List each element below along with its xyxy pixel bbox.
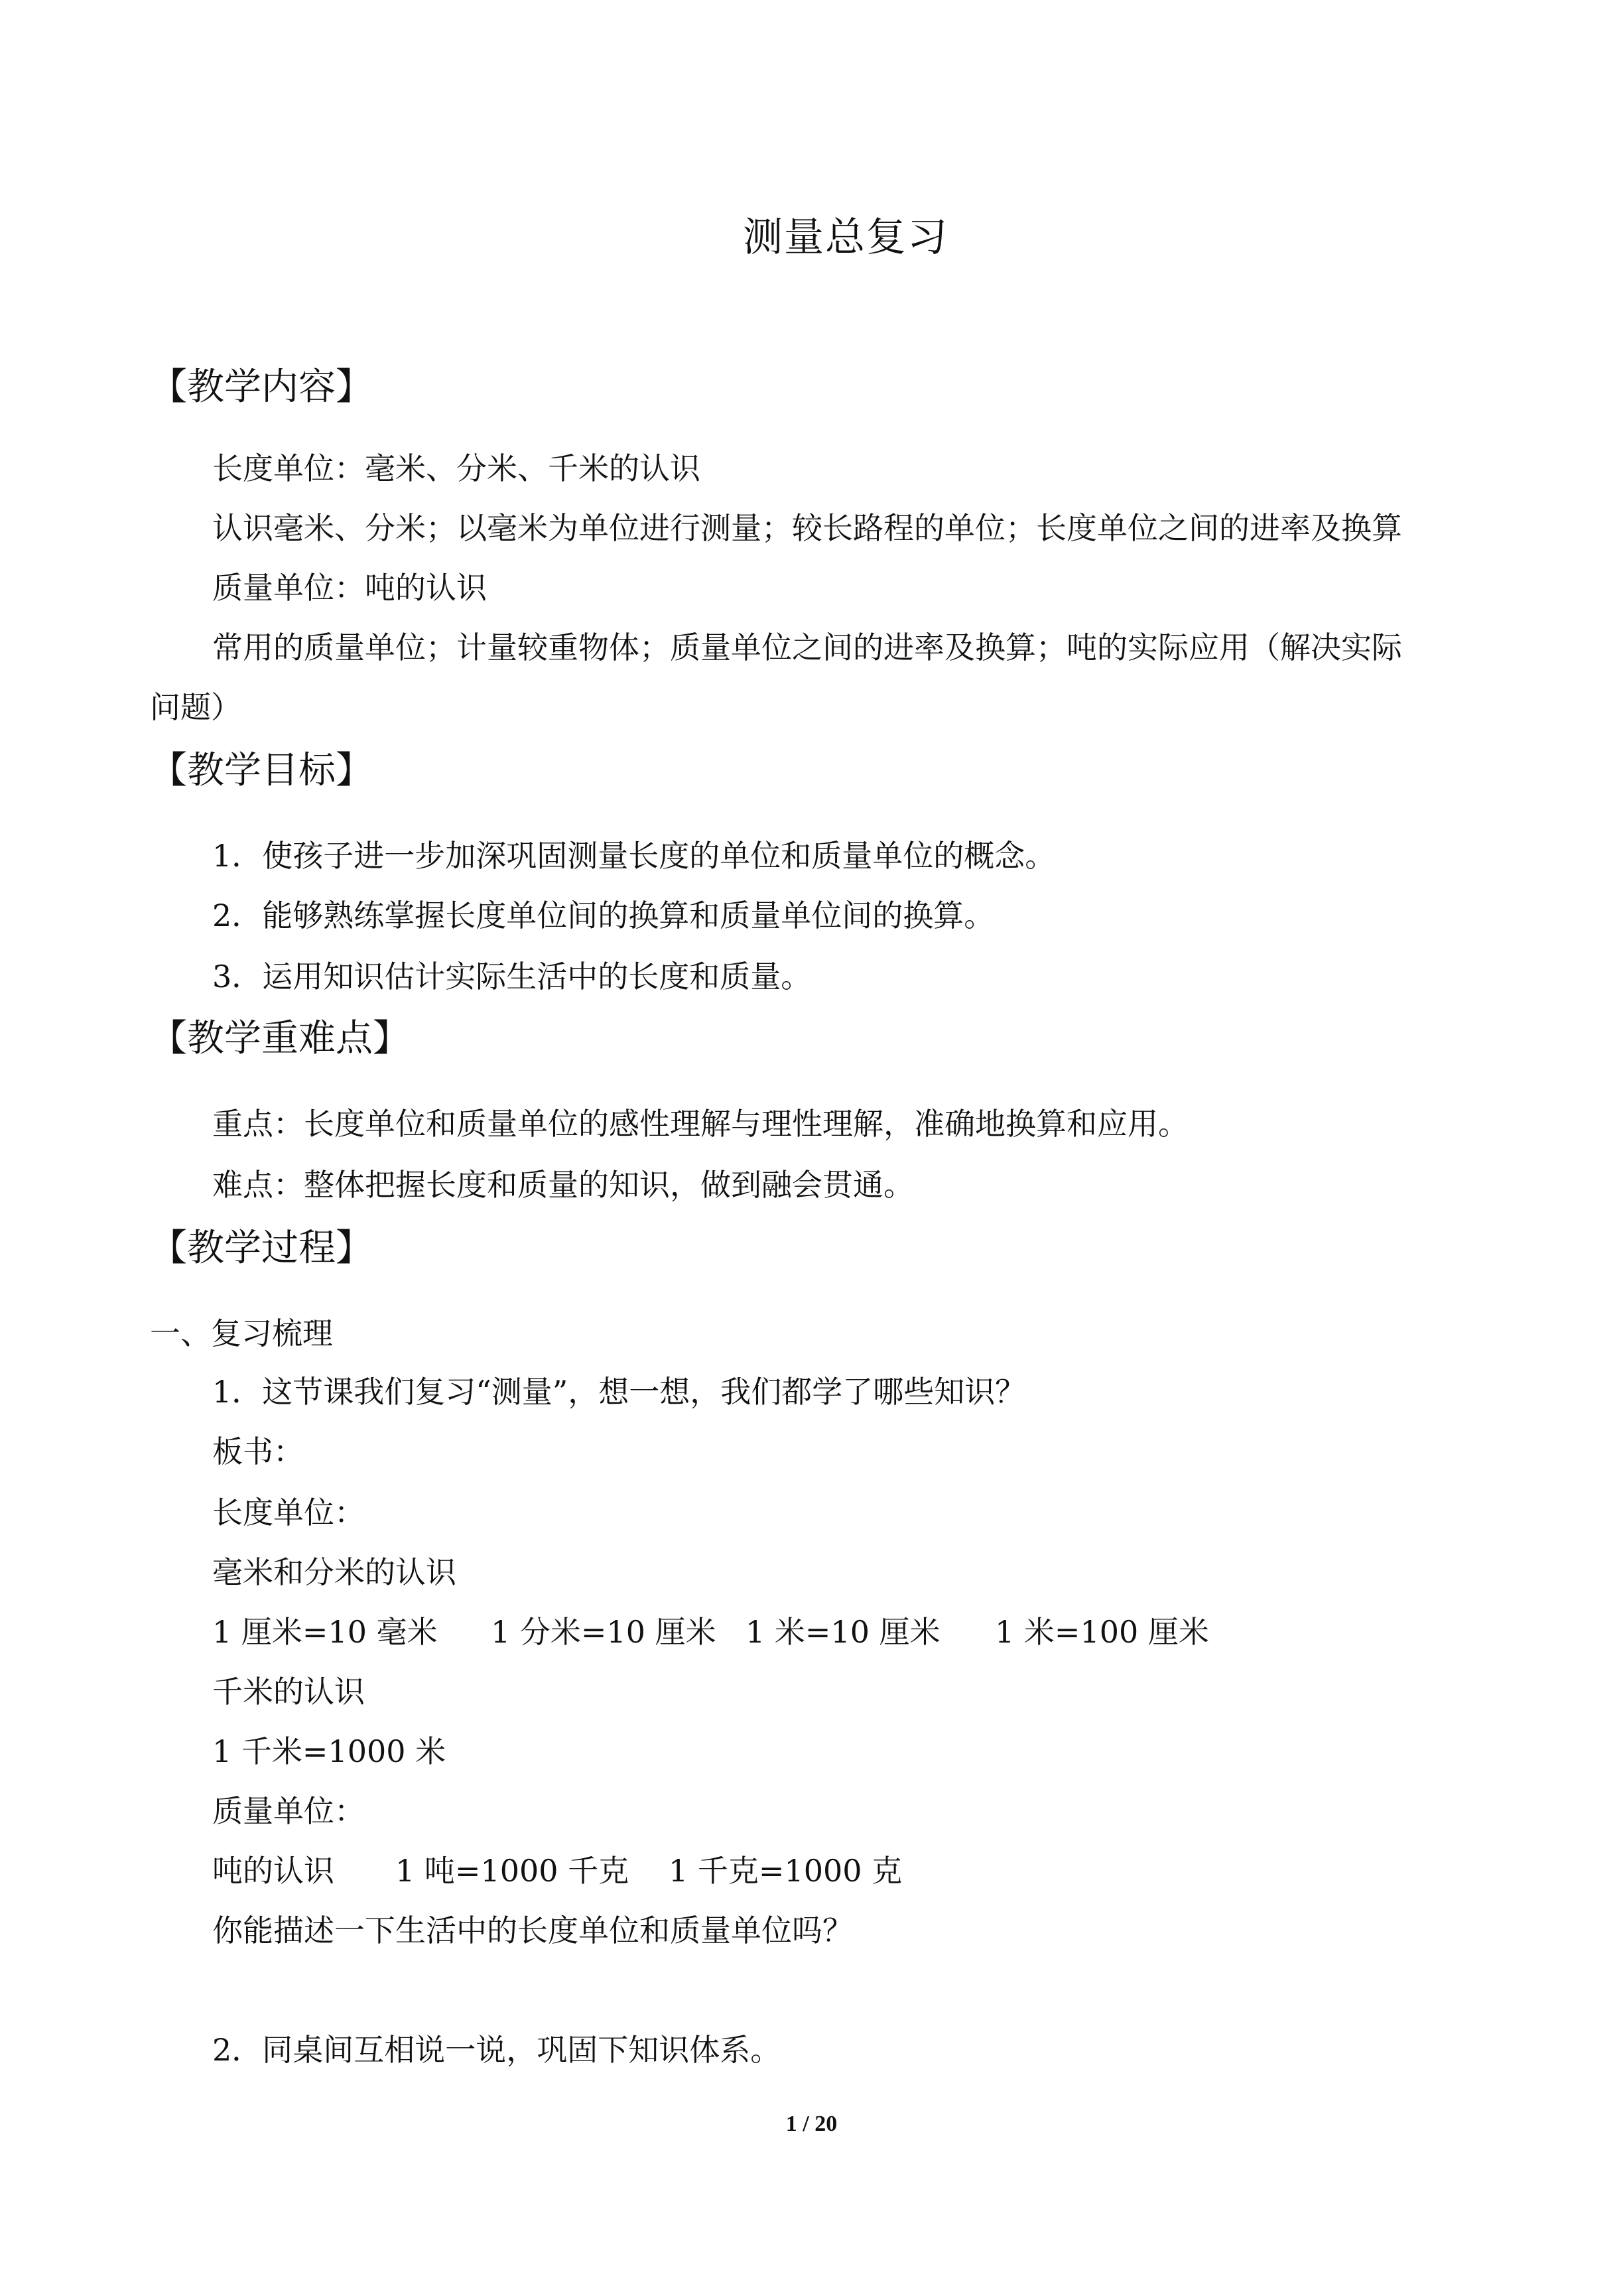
key-point-line-1: 重点：长度单位和质量单位的感性理解与理性理解，准确地换算和应用。 xyxy=(212,1106,1189,1142)
content-line-4: 常用的质量单位；计量较重物体；质量单位之间的进率及换算；吨的实际应用（解决实际 xyxy=(212,630,1402,665)
mass-conversion-2: 1 千克=1000 克 xyxy=(669,1853,903,1889)
content-line-5: 问题） xyxy=(150,689,241,725)
section-heading-key-points: 【教学重难点】 xyxy=(150,1017,410,1060)
process-line-2: 板书： xyxy=(212,1434,304,1469)
length-conversion-1: 1 厘米=10 毫米 xyxy=(212,1614,438,1650)
document-title: 测量总复习 xyxy=(743,214,948,261)
mass-label: 质量单位： xyxy=(212,1793,365,1829)
content-line-3: 质量单位：吨的认识 xyxy=(212,570,487,606)
process-line-3: 长度单位： xyxy=(212,1495,365,1530)
process-line-4: 毫米和分米的认识 xyxy=(212,1554,456,1590)
goal-line-1: 1．使孩子进一步加深巩固测量长度的单位和质量单位的概念。 xyxy=(212,838,1056,874)
km-label: 千米的认识 xyxy=(212,1674,365,1710)
length-conversion-2: 1 分米=10 厘米 xyxy=(491,1614,716,1650)
mass-conversion-1: 1 吨=1000 千克 xyxy=(395,1853,629,1889)
section-heading-process: 【教学过程】 xyxy=(150,1227,373,1270)
km-conversion: 1 千米=1000 米 xyxy=(212,1733,446,1769)
section-heading-goals: 【教学目标】 xyxy=(150,749,373,792)
goal-line-3: 3．运用知识估计实际生活中的长度和质量。 xyxy=(212,959,812,994)
page-number: 1 / 20 xyxy=(785,2112,838,2136)
process-subheading: 一、复习梳理 xyxy=(150,1316,333,1351)
length-conversion-4: 1 米=100 厘米 xyxy=(995,1614,1209,1650)
length-conversion-3: 1 米=10 厘米 xyxy=(746,1614,941,1650)
process-question: 你能描述一下生活中的长度单位和质量单位吗？ xyxy=(212,1913,853,1948)
process-item-2: 2．同桌间互相说一说，巩固下知识体系。 xyxy=(212,2032,781,2068)
goal-line-2: 2．能够熟练掌握长度单位间的换算和质量单位间的换算。 xyxy=(212,898,995,933)
content-line-2: 认识毫米、分米；以毫米为单位进行测量；较长路程的单位；长度单位之间的进率及换算 xyxy=(212,510,1402,546)
process-line-1: 1．这节课我们复习“测量”，想一想，我们都学了哪些知识？ xyxy=(212,1374,1026,1410)
content-line-1: 长度单位：毫米、分米、千米的认识 xyxy=(212,450,700,486)
ton-label: 吨的认识 xyxy=(212,1853,334,1889)
section-heading-content: 【教学内容】 xyxy=(150,366,373,409)
key-point-line-2: 难点：整体把握长度和质量的知识，做到融会贯通。 xyxy=(212,1167,914,1203)
